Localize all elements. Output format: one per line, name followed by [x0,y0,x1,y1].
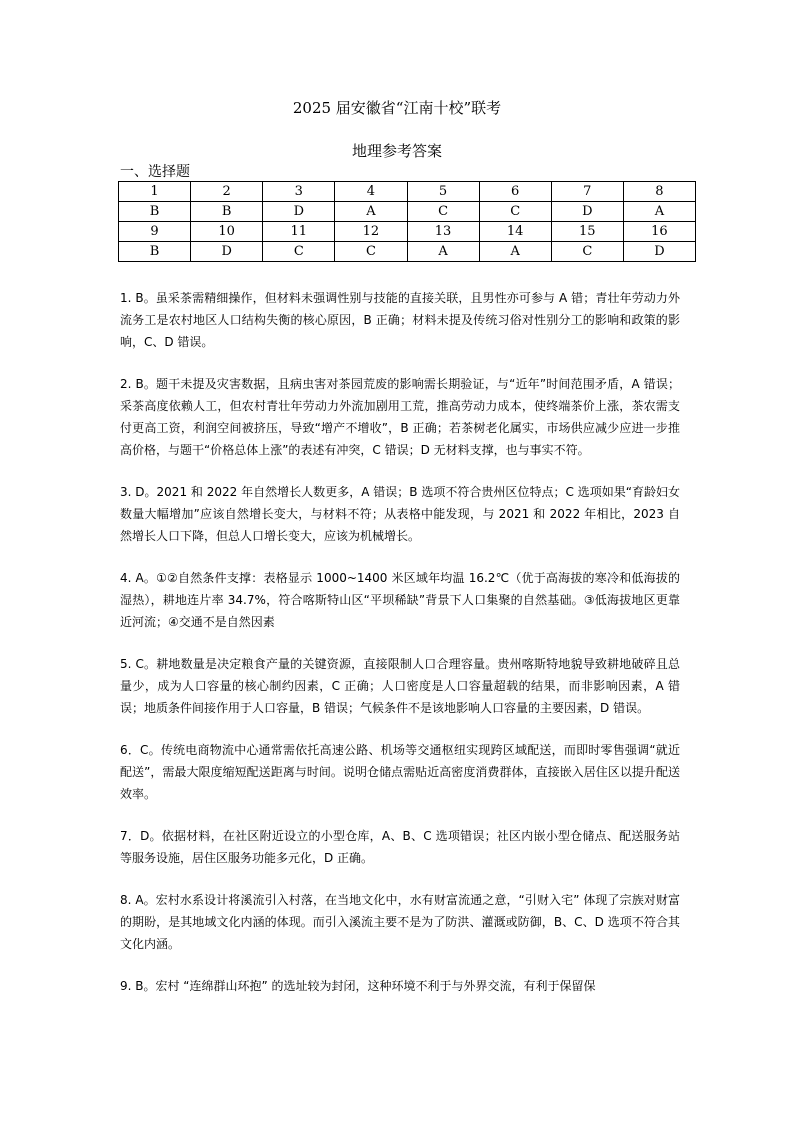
table-cell: C [335,242,407,262]
table-cell: C [479,202,551,222]
table-row [119,202,696,222]
table-cell: A [623,202,695,222]
explanation-9: 9. B。宏村 “连绵群山环抱” 的选址较为封闭，这种环境不利于与外界交流，有利于保留保 [120,979,596,993]
table-cell: A [407,242,479,262]
table-cell: B [119,202,191,222]
table-cell: 14 [479,222,551,242]
explanation-7: 7．D。依据材料，在社区附近设立的小型仓库，A、B、C 选项错误；社区内嵌小型仓储点、配送服务站等服务设施，居住区服务功能多元化，D 正确。 [120,829,680,865]
table-row [119,242,696,262]
table-cell: 5 [407,182,479,202]
table-cell: 6 [479,182,551,202]
table-cell: 7 [551,182,623,202]
section-heading: 一、选择题 [120,164,190,180]
explanation-4: 4. A。①②自然条件支撑：表格显示 1000~1400 米区域年均温 16.2℃（优于高海拔的寒冷和低海拔的湿热），耕地连片率 34.7%，符合喀斯特山区“平坝稀缺”背景下人口集聚的自然基础。③低海拔地区更靠近河流；④交通不是自然因素 [120,571,680,629]
table-cell: 16 [623,222,695,242]
table-cell: D [623,242,695,262]
table-cell: 3 [263,182,335,202]
table-cell: 2 [191,182,263,202]
table-cell: C [551,242,623,262]
table-cell: 9 [119,222,191,242]
table-cell: C [407,202,479,222]
table-cell: 10 [191,222,263,242]
table-cell: B [191,202,263,222]
table-cell: B [119,242,191,262]
explanation-3: 3. D。2021 和 2022 年自然增长人数更多，A 错误；B 选项不符合贵州区位特点；C 选项如果“育龄妇女数量大幅增加”应该自然增长变大，与材料不符；从表格中能发现，与 2021 和 2022 年相比，2023 自然增长人口下降，但总人口增长变大，应该为机械增长。 [120,485,680,543]
table-cell: D [191,242,263,262]
document-title: 2025 届安徽省“江南十校”联考 [292,99,502,117]
explanation-2: 2. B。题干未提及灾害数据，且病虫害对茶园荒废的影响需长期验证，与“近年”时间范围矛盾，A 错误；采茶高度依赖人工，但农村青壮年劳动力外流加剧用工荒，推高劳动力成本，使终端茶价上涨，茶农需支付更高工资，利润空间被挤压，导致“增产不增收”，B 正确；若茶树老化属实，市场供应减少应进一步推高价格，与题干“价格总体上涨”的表述有冲突，C 错误；D 无材料支撑，也与事实不符。 [120,377,680,457]
table-row [119,222,696,242]
document-subtitle: 地理参考答案 [351,142,442,160]
table-cell: 15 [551,222,623,242]
explanation-8: 8. A。宏村水系设计将溪流引入村落，在当地文化中，水有财富流通之意，“引财入宅” 体现了宗族对财富的期盼，是其地域文化内涵的体现。而引入溪流主要不是为了防洪、灌溉或防御，B、C、D 选项不符合其文化内涵。 [120,893,680,951]
explanation-6: 6．C。传统电商物流中心通常需依托高速公路、机场等交通枢纽实现跨区域配送，而即时零售强调“就近配送”，需最大限度缩短配送距离与时间。说明仓储点需贴近高密度消费群体，直接嵌入居住区以提升配送效率。 [120,743,680,801]
table-cell: A [335,202,407,222]
explanation-5: 5. C。耕地数量是决定粮食产量的关键资源，直接限制人口合理容量。贵州喀斯特地貌导致耕地破碎且总量少，成为人口容量的核心制约因素，C 正确；人口密度是人口容量超载的结果，而非影响因素，A 错误；地质条件间接作用于人口容量，B 错误；气候条件不是该地影响人口容量的主要因素，D 错误。 [120,657,680,715]
table-cell: C [263,242,335,262]
table-cell: 1 [119,182,191,202]
table-cell: A [479,242,551,262]
table-cell: D [551,202,623,222]
table-cell: 4 [335,182,407,202]
explanations [120,287,680,1017]
table-cell: 11 [263,222,335,242]
table-cell: 12 [335,222,407,242]
table-cell: 13 [407,222,479,242]
answer-table [118,181,696,262]
table-cell: 8 [623,182,695,202]
explanation-1: 1. B。虽采茶需精细操作，但材料未强调性别与技能的直接关联，且男性亦可参与 A 错；青壮年劳动力外流务工是农村地区人口结构失衡的核心原因，B 正确；材料未提及传统习俗对性别分工的影响和政策的影响，C、D 错误。 [120,291,680,349]
table-cell: D [263,202,335,222]
table-row [119,182,696,202]
